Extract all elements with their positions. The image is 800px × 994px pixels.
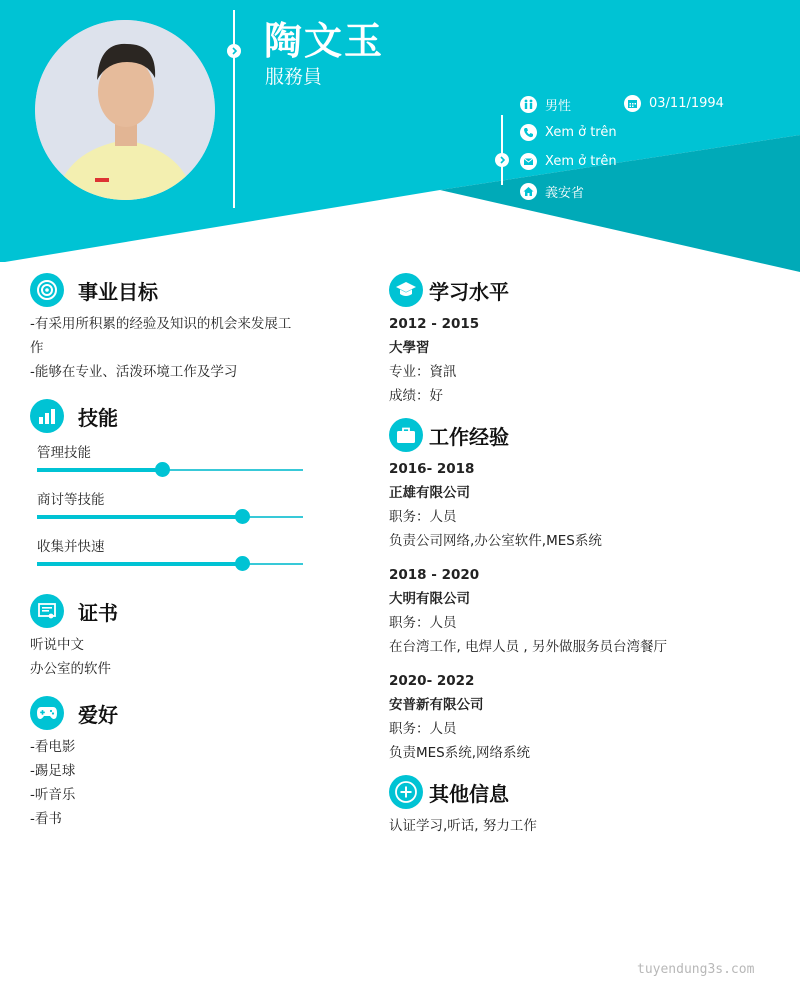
- education-period: 2012 - 2015: [389, 316, 480, 332]
- career-goal-title: 事业目标: [78, 279, 158, 304]
- skill-bar-knob: [235, 556, 250, 571]
- avatar: [35, 20, 215, 200]
- info-phone: [520, 124, 617, 141]
- certificate-item: 办公室的软件: [30, 661, 111, 677]
- email-icon: [520, 153, 537, 170]
- info-divider-line: [501, 115, 503, 185]
- work-title: 工作经验: [429, 424, 509, 449]
- skills-header: [30, 399, 118, 433]
- job-period: 2016- 2018: [389, 461, 475, 477]
- skill-bar: [37, 516, 303, 518]
- briefcase-icon: [389, 418, 423, 452]
- hobbies-header: [30, 696, 118, 730]
- bar-chart-icon: [30, 399, 64, 433]
- gamepad-icon: [30, 696, 64, 730]
- info-birthdate-text: 03/11/1994: [649, 96, 724, 111]
- education-major: 专业：資訊: [389, 364, 457, 380]
- info-birthdate: [624, 95, 724, 112]
- career-goal-text: [30, 312, 330, 384]
- skill-bar: [37, 469, 303, 471]
- info-email: [520, 153, 617, 170]
- job-position: 职务：人员: [389, 721, 457, 737]
- skill-bar: [37, 563, 303, 565]
- hobby-item: -看书: [30, 811, 62, 827]
- candidate-role: 服務員: [265, 66, 323, 88]
- job-position: 职务：人员: [389, 615, 457, 631]
- info-gender-text: 男性: [545, 99, 572, 114]
- certificates-header: [30, 594, 118, 628]
- skill-label: 商讨等技能: [37, 492, 105, 508]
- work-header: [389, 418, 509, 452]
- skill-bar-fill: [37, 562, 242, 566]
- education-text: [389, 312, 479, 408]
- job-period: 2018 - 2020: [389, 567, 480, 583]
- career-line: 作: [30, 340, 44, 356]
- skill-bar-fill: [37, 515, 242, 519]
- skill-label: 管理技能: [37, 445, 91, 461]
- header-divider-line: [233, 10, 235, 208]
- target-icon: [30, 273, 64, 307]
- job-company: 正雄有限公司: [389, 485, 470, 501]
- education-header: [389, 273, 509, 307]
- skill-label: 收集并快速: [37, 539, 105, 555]
- watermark: tuyendung3s.com: [637, 962, 755, 977]
- job-description: 负责公司网络,办公室软件,MES系统: [389, 533, 602, 549]
- certificates-title: 证书: [78, 600, 118, 625]
- job-position: 职务：人员: [389, 509, 457, 525]
- other-info-text: 认证学习,听话, 努力工作: [389, 818, 537, 834]
- certificate-item: 听说中文: [30, 637, 84, 653]
- other-info-header: [389, 775, 509, 809]
- info-divider-dot: [495, 153, 509, 167]
- job-description: 负责MES系统,网络系统: [389, 745, 531, 761]
- hobbies-title: 爱好: [78, 702, 118, 727]
- job-description: 在台湾工作, 电焊人员 , 另外做服务员台湾餐厅: [389, 639, 667, 655]
- hobby-item: -看电影: [30, 739, 76, 755]
- career-goal-header: [30, 273, 158, 307]
- certificate-icon: [30, 594, 64, 628]
- info-gender: [520, 95, 571, 114]
- candidate-name: 陶文玉: [264, 19, 385, 63]
- education-grade: 成绩：好: [389, 388, 443, 404]
- work-job: [389, 457, 602, 553]
- hobby-item: -听音乐: [30, 787, 76, 803]
- skill-bar-knob: [235, 509, 250, 524]
- work-job: [389, 669, 530, 765]
- gender-icon: [520, 96, 537, 113]
- other-info-title: 其他信息: [429, 781, 509, 806]
- job-company: 安普新有限公司: [389, 697, 484, 713]
- info-phone-text: Xem ở trên: [545, 125, 617, 140]
- graduation-cap-icon: [389, 273, 423, 307]
- info-address-text: 義安省: [545, 186, 585, 201]
- home-icon: [520, 183, 537, 200]
- info-address: [520, 182, 584, 201]
- calendar-icon: [624, 95, 641, 112]
- certificates-text: [30, 633, 111, 681]
- job-period: 2020- 2022: [389, 673, 475, 689]
- education-school: 大學習: [389, 340, 430, 356]
- phone-icon: [520, 124, 537, 141]
- skills-title: 技能: [78, 405, 118, 430]
- skill-bar-knob: [155, 462, 170, 477]
- career-line: -有采用所积累的经验及知识的机会来发展工: [30, 316, 292, 332]
- job-company: 大明有限公司: [389, 591, 470, 607]
- skill-bar-fill: [37, 468, 162, 472]
- career-line: -能够在专业、活泼环境工作及学习: [30, 364, 238, 380]
- hobbies-text: [30, 735, 75, 831]
- work-job: [389, 563, 667, 659]
- header-divider-dot: [227, 44, 241, 58]
- plus-icon: [389, 775, 423, 809]
- info-email-text: Xem ở trên: [545, 154, 617, 169]
- hobby-item: -踢足球: [30, 763, 76, 779]
- education-title: 学习水平: [429, 279, 509, 304]
